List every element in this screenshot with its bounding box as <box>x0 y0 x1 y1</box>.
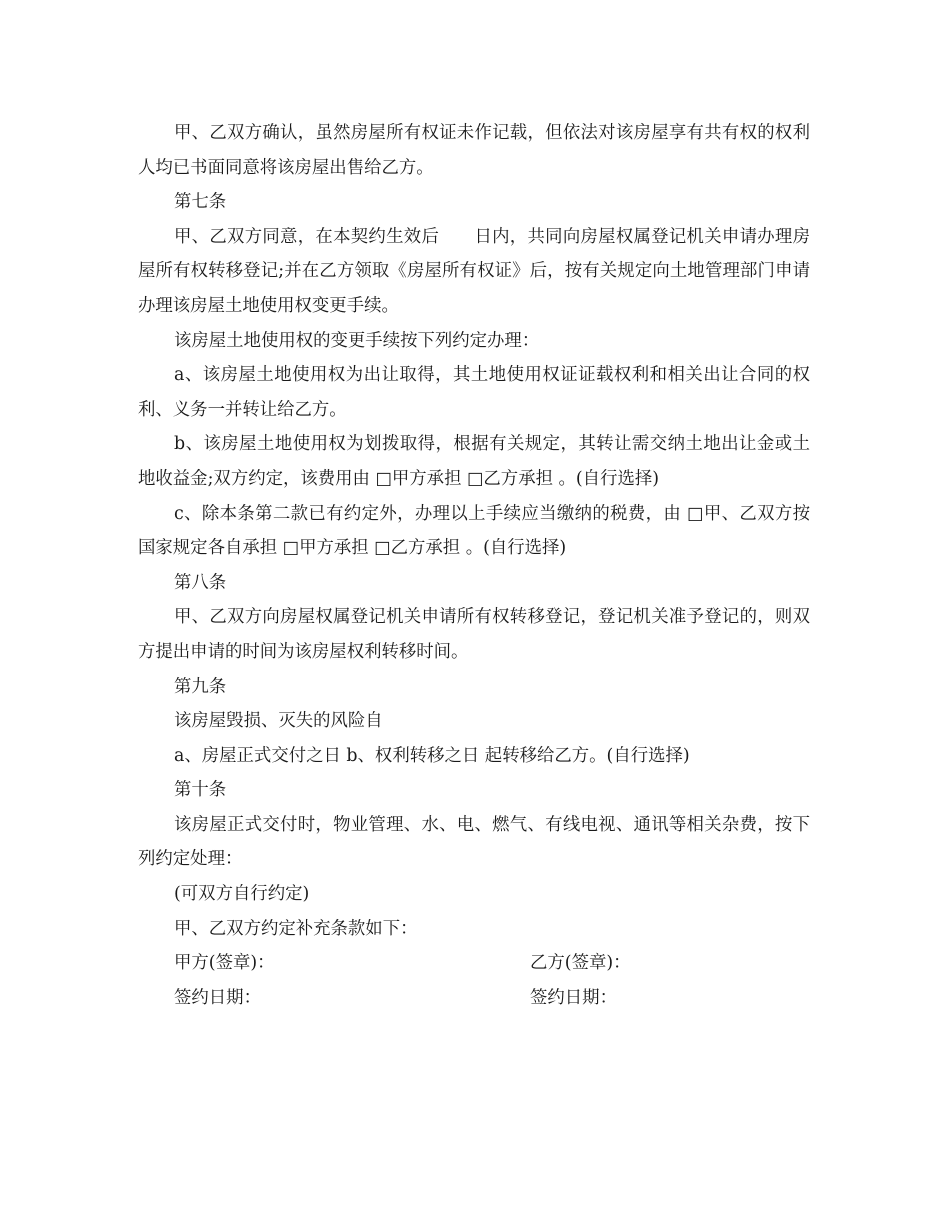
paragraph-mutual-agreement-note: (可双方自行约定) <box>174 884 310 905</box>
clause-b-allocated-land: b、该房屋土地使用权为划拨取得，根据有关规定，其转让需交纳土地出让金或土地收益金;双方约定，该费用由 □甲方承担 □乙方承担 。(自行选择) <box>138 434 810 489</box>
paragraph-co-ownership-confirmation: 甲、乙双方确认，虽然房屋所有权证未作记载，但依法对该房屋享有共有权的权利人均已书面同意将该房屋出售给乙方。 <box>138 123 810 178</box>
article-heading-9: 第九条 <box>174 676 227 697</box>
paragraph-transfer-time: 甲、乙双方向房屋权属登记机关申请所有权转移登记，登记机关准予登记的，则双方提出申请的时间为该房屋权利转移时间。 <box>138 607 810 662</box>
paragraph-risk-transfer: 该房屋毁损、灭失的风险自 <box>174 711 383 732</box>
article-heading-8: 第八条 <box>174 572 227 593</box>
document-body <box>138 116 810 1015</box>
party-a-seal-label: 甲方(签章)： <box>174 953 275 974</box>
signature-seal-row <box>138 946 810 981</box>
clause-a-granted-land: a、该房屋土地使用权为出让取得，其土地使用权证证载权利和相关出让合同的权利、义务一并转让给乙方。 <box>138 365 810 420</box>
paragraph-risk-options: a、房屋正式交付之日 b、权利转移之日 起转移给乙方。(自行选择) <box>174 745 690 766</box>
paragraph-supplementary-terms: 甲、乙双方约定补充条款如下： <box>174 918 418 939</box>
party-b-seal-label: 乙方(签章)： <box>530 953 631 974</box>
article-heading-7: 第七条 <box>174 192 227 213</box>
paragraph-land-use-change: 该房屋土地使用权的变更手续按下列约定办理： <box>174 330 540 351</box>
party-a-date-label: 签约日期： <box>174 987 261 1008</box>
signature-date-row <box>138 981 810 1016</box>
article-heading-10: 第十条 <box>174 780 227 801</box>
party-b-date-label: 签约日期： <box>530 987 617 1008</box>
paragraph-utility-fees: 该房屋正式交付时，物业管理、水、电、燃气、有线电视、通讯等相关杂费，按下列约定处理： <box>138 814 810 870</box>
paragraph-transfer-registration: 甲、乙双方同意，在本契约生效后 日内，共同向房屋权属登记机关申请办理房屋所有权转移登记;并在乙方领取《房屋所有权证》后，按有关规定向土地管理部门申请办理该房屋土地使用权变更手续。 <box>138 226 810 316</box>
clause-c-taxes-fees: c、除本条第二款已有约定外，办理以上手续应当缴纳的税费，由 □甲、乙双方按国家规定各自承担 □甲方承担 □乙方承担 。(自行选择) <box>138 503 810 559</box>
